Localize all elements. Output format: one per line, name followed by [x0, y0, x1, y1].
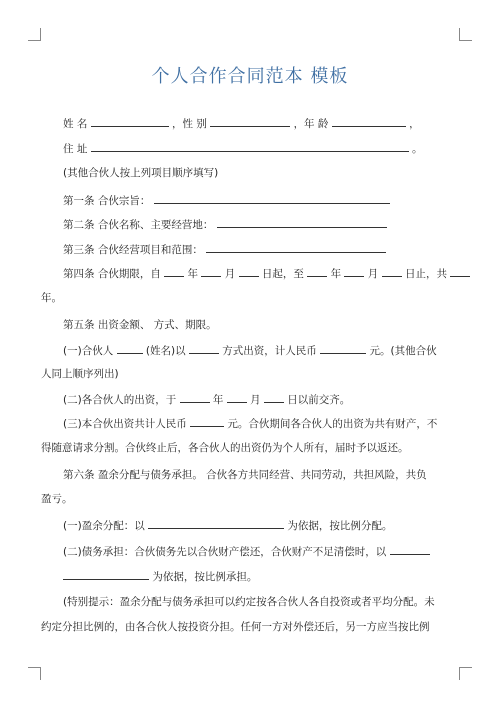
special-note-cont: 约定分担比例的，由各合伙人按投资分担。任何一方对外偿还后，另一方应当按比例	[41, 621, 430, 633]
debt-basis-blank[interactable]	[390, 544, 430, 555]
page-corner-mark	[28, 28, 41, 41]
article-2: 第二条 合伙名称、主要经营地：	[63, 217, 387, 232]
clause-6-1: (一)盈余分配：以 为依据，按比例分配。	[63, 520, 393, 532]
total-capital-blank[interactable]	[190, 416, 224, 427]
start-day-blank[interactable]	[239, 266, 259, 277]
end-day-blank[interactable]	[382, 266, 402, 277]
article-6: 第六条 盈余分配与债务承担。 合伙各方共同经营、共同劳动，共担风险，共负	[63, 469, 427, 481]
article-4-cont: 年。	[41, 292, 62, 304]
article-4: 第四条 合伙期限，自 年 月 日起，至 年 月 日止，共	[63, 266, 470, 281]
pay-month-blank[interactable]	[227, 392, 247, 403]
pay-year-blank[interactable]	[180, 392, 210, 403]
amount-blank[interactable]	[320, 343, 366, 354]
article-5: 第五条 出资金额、 方式、期限。	[63, 319, 217, 331]
page-corner-mark	[459, 667, 472, 680]
pay-day-blank[interactable]	[264, 392, 284, 403]
start-year-blank[interactable]	[164, 266, 184, 277]
debt-basis-blank-2[interactable]	[63, 569, 149, 580]
clause-5-1-cont: 人同上顺序列出)	[41, 368, 119, 380]
article-1: 第一条 合伙宗旨：	[63, 193, 390, 208]
personal-info-line: 姓 名 ，性 别 ，年 龄 ，	[63, 118, 420, 130]
end-month-blank[interactable]	[344, 266, 364, 277]
clause-5-3: (三)本合伙出资共计人民币 元。合伙期间各合伙人的出资为共有财产，不	[63, 418, 438, 430]
address-line: 住 址 。	[63, 143, 423, 155]
article-3: 第三条 合伙经营项目和范围：	[63, 242, 386, 257]
start-month-blank[interactable]	[201, 266, 221, 277]
page-corner-mark	[459, 28, 472, 41]
address-blank[interactable]	[91, 141, 409, 152]
clause-6-2: (二)债务承担：合伙债务先以合伙财产偿还，合伙财产不足清偿时，以	[63, 544, 430, 559]
page-corner-mark	[28, 667, 41, 680]
clause-5-3-cont: 得随意请求分割。合伙终止后，各合伙人的出资仍为个人所有，届时予以返还。	[41, 442, 409, 454]
clause-5-2: (二)各合伙人的出资，于 年 月 日以前交齐。	[63, 394, 351, 406]
special-note: (特别提示：盈余分配与债务承担可以约定按各合伙人各自投资或者平均分配。未	[63, 596, 435, 608]
age-blank[interactable]	[332, 116, 406, 127]
method-blank[interactable]	[189, 343, 219, 354]
profit-basis-blank[interactable]	[148, 518, 284, 529]
total-years-blank[interactable]	[450, 266, 470, 277]
others-note: (其他合伙人按上列项目顺序填写)	[63, 167, 219, 179]
document-title: 个人合作合同范本 模板	[151, 66, 349, 87]
article-6-cont: 盈亏。	[41, 493, 73, 505]
partner-blank[interactable]	[117, 343, 143, 354]
gender-blank[interactable]	[210, 116, 290, 127]
end-year-blank[interactable]	[307, 266, 327, 277]
clause-6-2-cont: 为依据，按比例承担。	[63, 569, 257, 584]
name-blank[interactable]	[91, 116, 169, 127]
clause-5-1: (一)合伙人 (姓名)以 方式出资，计人民币 元。(其他合伙	[63, 345, 437, 357]
purpose-blank[interactable]	[154, 193, 390, 204]
name-location-blank[interactable]	[217, 217, 387, 228]
scope-blank[interactable]	[206, 242, 386, 253]
